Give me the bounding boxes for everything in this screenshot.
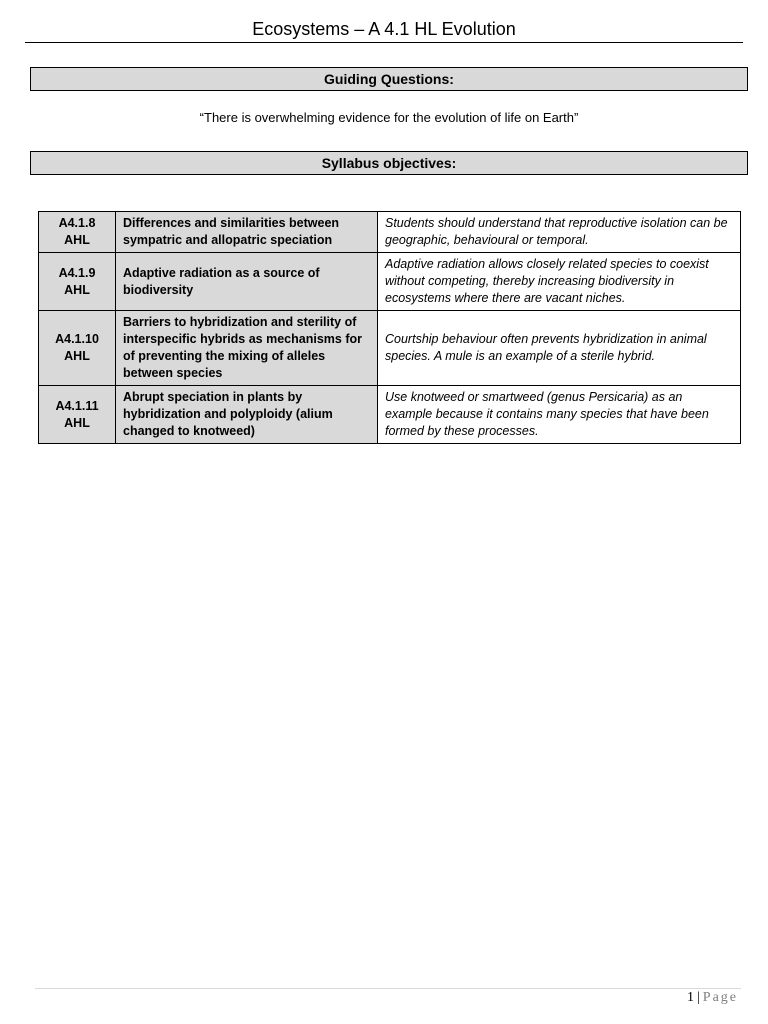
- footer-separator: |: [696, 990, 700, 1005]
- objective-topic: Adaptive radiation as a source of biodiversity: [116, 253, 378, 311]
- objective-level: AHL: [64, 415, 90, 430]
- table-row: [39, 386, 741, 444]
- syllabus-objectives-table: [38, 211, 741, 444]
- page-number: 1: [686, 990, 694, 1005]
- objective-topic: Differences and similarities between sympatric and allopatric speciation: [116, 212, 378, 253]
- objective-guidance: Courtship behaviour often prevents hybridization in animal species. A mule is an example of a sterile hybrid.: [378, 311, 741, 386]
- objective-code: A4.1.8: [58, 216, 96, 230]
- objective-code-cell: [39, 311, 116, 386]
- objective-code-cell: [39, 253, 116, 311]
- document-title: Ecosystems – A 4.1 HL Evolution: [252, 19, 516, 39]
- table-row: [39, 311, 741, 386]
- objective-guidance: Students should understand that reproductive isolation can be geographic, behavioural or temporal.: [378, 212, 741, 253]
- objective-level: AHL: [64, 233, 90, 247]
- table-row: [39, 212, 741, 253]
- objective-code: A4.1.9: [58, 265, 96, 280]
- page-label: Page: [702, 990, 738, 1005]
- footer-divider: [35, 988, 741, 989]
- objective-topic: Abrupt speciation in plants by hybridization and polyploidy (alium changed to knotweed): [116, 386, 378, 444]
- objective-code: A4.1.10: [55, 332, 99, 346]
- objective-guidance: Adaptive radiation allows closely related species to coexist without competing, thereby increasing biodiversity in ecosystems where there are vacant niches.: [378, 253, 741, 311]
- objective-code-cell: [39, 386, 116, 444]
- objective-code: A4.1.11: [55, 398, 99, 413]
- guiding-question-quote: “There is overwhelming evidence for the evolution of life on Earth”: [199, 110, 579, 125]
- objective-code-cell: [39, 212, 116, 253]
- page-footer: [687, 989, 738, 1007]
- objective-topic: Barriers to hybridization and sterility of interspecific hybrids as mechanisms for of preventing the mixing of alleles between species: [116, 311, 378, 386]
- table-row: [39, 253, 741, 311]
- syllabus-objectives-heading: Syllabus objectives:: [30, 151, 748, 175]
- objective-level: AHL: [64, 282, 90, 297]
- objective-level: AHL: [64, 349, 90, 363]
- header-divider: [25, 42, 743, 43]
- guiding-questions-heading: Guiding Questions:: [30, 67, 748, 91]
- objective-guidance: Use knotweed or smartweed (genus Persicaria) as an example because it contains many species that have been formed by these processes.: [378, 386, 741, 444]
